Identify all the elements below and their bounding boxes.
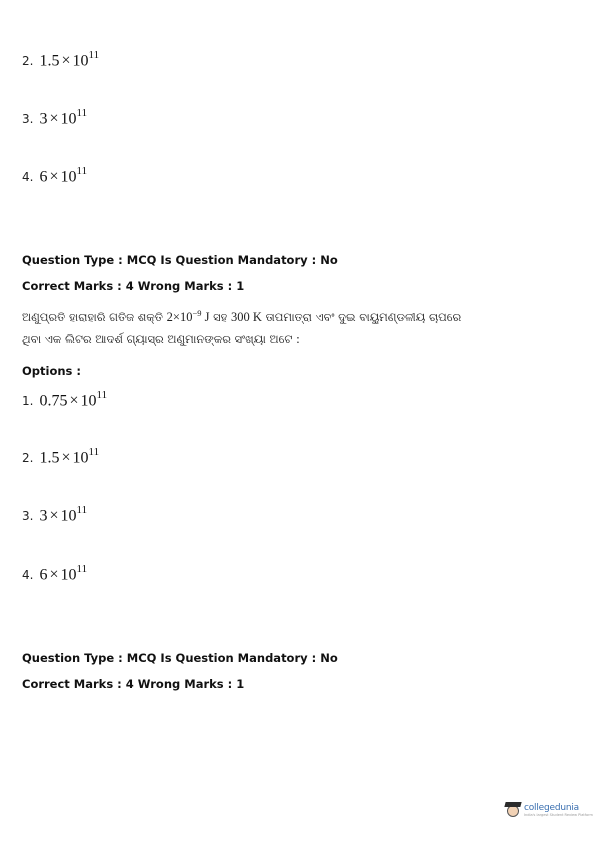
option-number: 2. [22,451,34,466]
option-number: 2. [22,54,34,69]
marks-line: Correct Marks : 4 Wrong Marks : 1 [22,279,245,293]
logo-tagline: India's largest Student Review Platform [524,813,593,817]
temperature-value: 300 K [231,310,262,325]
option-number: 4. [22,170,34,185]
student-avatar-icon [505,802,521,818]
option-value: $6 \times 10^{11}$ [39,165,88,186]
energy-value: $2\times 10^{-9}$ J [166,308,210,325]
option-3-top [22,108,87,128]
option-number: 1. [22,394,34,409]
collegedunia-logo [505,802,593,818]
question-type-line: Question Type : MCQ Is Question Mandatory : No [22,651,338,665]
option-value: $3 \times 10^{11}$ [39,107,88,128]
option-4[interactable] [22,564,87,584]
option-value: $1.5 \times 10^{11}$ [39,446,100,467]
options-label: Options : [22,364,81,378]
option-4-top [22,166,87,186]
option-2-top [22,50,99,70]
marks-line: Correct Marks : 4 Wrong Marks : 1 [22,677,245,691]
option-value: $1.5 \times 10^{11}$ [39,49,100,70]
option-2[interactable] [22,447,99,467]
option-1[interactable] [22,390,107,410]
question-text: ଅଣୁପ୍ରତି ହାରାହାରି ଗତିଜ ଶକ୍ତି $2\times 10^{-9}$ J ସହ 300 K ତାପମାତ୍ରା ଏବଂ ଦୁଇ ବାୟୁମଣ୍ଡଳୀୟ ଚାପରେ ଥିବା ଏକ ଲିଟର ଆଦର୍ଶ ଗ୍ୟାସ୍‌ର ଅଣୁମାନଙ୍କର ସଂଖ୍ୟା ଅଟେ : [22,308,462,347]
option-value: $3 \times 10^{11}$ [39,504,88,525]
option-value: $0.75 \times 10^{11}$ [39,389,108,410]
logo-name: collegedunia [524,803,579,813]
option-number: 3. [22,509,34,524]
option-number: 3. [22,112,34,127]
option-3[interactable] [22,505,87,525]
option-value: $6 \times 10^{11}$ [39,563,88,584]
option-number: 4. [22,568,34,583]
question-type-line: Question Type : MCQ Is Question Mandatory : No [22,253,338,267]
